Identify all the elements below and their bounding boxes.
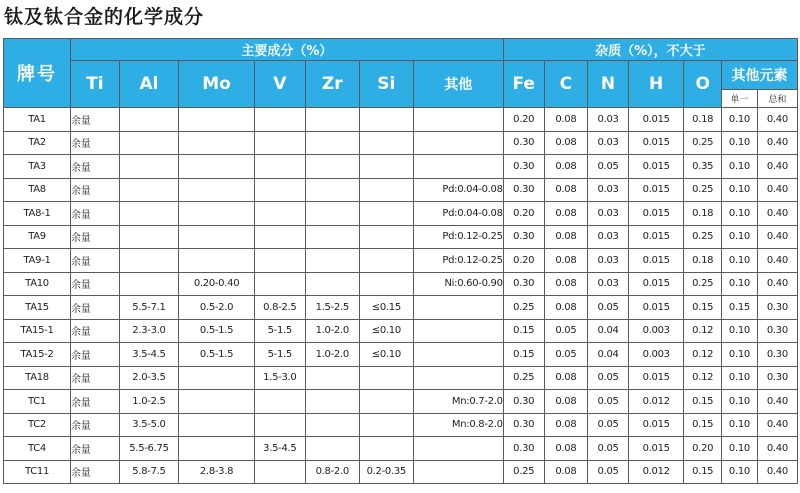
cell-total: 0.40 [757, 202, 797, 226]
cell-ti: 余量 [71, 390, 120, 414]
cell-si [359, 178, 413, 202]
cell-h: 0.015 [629, 131, 684, 155]
col-header-al: Al [119, 61, 178, 108]
cell-v [254, 178, 305, 202]
cell-mo [179, 202, 255, 226]
cell-c: 0.08 [544, 460, 587, 484]
table-body [4, 108, 798, 484]
cell-n: 0.03 [588, 108, 629, 132]
cell-h: 0.015 [629, 413, 684, 437]
cell-c: 0.08 [544, 249, 587, 273]
cell-o: 0.18 [684, 249, 722, 273]
cell-n: 0.05 [588, 155, 629, 179]
cell-h: 0.015 [629, 225, 684, 249]
col-header-c: C [544, 61, 587, 108]
cell-fe: 0.20 [503, 249, 544, 273]
cell-zr [305, 272, 359, 296]
cell-o: 0.25 [684, 225, 722, 249]
cell-al: 2.0-3.5 [119, 366, 178, 390]
cell-al [119, 178, 178, 202]
col-header-fe: Fe [503, 61, 544, 108]
cell-v [254, 390, 305, 414]
cell-ti: 余量 [71, 343, 120, 367]
cell-brand: TA15 [4, 296, 71, 320]
cell-h: 0.015 [629, 178, 684, 202]
cell-v: 3.5-4.5 [254, 437, 305, 461]
cell-ti: 余量 [71, 202, 120, 226]
col-header-n: N [588, 61, 629, 108]
cell-c: 0.08 [544, 131, 587, 155]
cell-o: 0.12 [684, 343, 722, 367]
cell-single: 0.15 [722, 296, 758, 320]
cell-total: 0.40 [757, 108, 797, 132]
cell-brand: TA2 [4, 131, 71, 155]
cell-other: Pd:0.04-0.08 [413, 202, 503, 226]
cell-al: 3.5-4.5 [119, 343, 178, 367]
table-row [4, 437, 798, 461]
cell-al [119, 108, 178, 132]
cell-mo [179, 390, 255, 414]
cell-brand: TA15-2 [4, 343, 71, 367]
cell-o: 0.15 [684, 413, 722, 437]
cell-single: 0.10 [722, 437, 758, 461]
cell-ti: 余量 [71, 319, 120, 343]
cell-h: 0.003 [629, 319, 684, 343]
cell-si: ≤0.10 [359, 343, 413, 367]
cell-mo: 0.5-1.5 [179, 319, 255, 343]
cell-single: 0.10 [722, 202, 758, 226]
cell-single: 0.10 [722, 155, 758, 179]
cell-v [254, 202, 305, 226]
cell-single: 0.10 [722, 390, 758, 414]
cell-zr [305, 108, 359, 132]
cell-mo [179, 366, 255, 390]
cell-n: 0.03 [588, 272, 629, 296]
cell-total: 0.40 [757, 131, 797, 155]
cell-zr [305, 366, 359, 390]
cell-brand: TA15-1 [4, 319, 71, 343]
cell-total: 0.40 [757, 272, 797, 296]
cell-other [413, 296, 503, 320]
cell-fe: 0.15 [503, 319, 544, 343]
cell-brand: TA18 [4, 366, 71, 390]
cell-ti: 余量 [71, 413, 120, 437]
cell-zr [305, 131, 359, 155]
table-row [4, 131, 798, 155]
cell-c: 0.08 [544, 178, 587, 202]
cell-c: 0.08 [544, 155, 587, 179]
cell-single: 0.10 [722, 178, 758, 202]
cell-zr [305, 225, 359, 249]
cell-o: 0.12 [684, 319, 722, 343]
cell-o: 0.18 [684, 202, 722, 226]
cell-fe: 0.30 [503, 413, 544, 437]
cell-other [413, 319, 503, 343]
cell-single: 0.10 [722, 319, 758, 343]
cell-ti: 余量 [71, 225, 120, 249]
cell-brand: TA10 [4, 272, 71, 296]
cell-n: 0.03 [588, 249, 629, 273]
cell-single: 0.10 [722, 108, 758, 132]
col-header-other: 其他 [413, 61, 503, 108]
cell-n: 0.03 [588, 178, 629, 202]
cell-single: 0.10 [722, 460, 758, 484]
cell-brand: TC2 [4, 413, 71, 437]
cell-c: 0.05 [544, 319, 587, 343]
col-header-v: V [254, 61, 305, 108]
cell-si: ≤0.10 [359, 319, 413, 343]
cell-o: 0.25 [684, 272, 722, 296]
cell-mo [179, 437, 255, 461]
cell-ti: 余量 [71, 155, 120, 179]
cell-h: 0.015 [629, 202, 684, 226]
cell-total: 0.30 [757, 366, 797, 390]
cell-n: 0.03 [588, 225, 629, 249]
cell-fe: 0.25 [503, 366, 544, 390]
cell-c: 0.08 [544, 296, 587, 320]
cell-al [119, 131, 178, 155]
cell-al: 5.5-6.75 [119, 437, 178, 461]
cell-fe: 0.30 [503, 437, 544, 461]
cell-h: 0.012 [629, 460, 684, 484]
cell-brand: TA9 [4, 225, 71, 249]
cell-ti: 余量 [71, 249, 120, 273]
table-row [4, 390, 798, 414]
cell-c: 0.08 [544, 437, 587, 461]
cell-single: 0.10 [722, 249, 758, 273]
cell-other [413, 437, 503, 461]
cell-h: 0.015 [629, 155, 684, 179]
cell-si [359, 131, 413, 155]
cell-fe: 0.30 [503, 155, 544, 179]
cell-mo [179, 413, 255, 437]
cell-n: 0.04 [588, 343, 629, 367]
cell-ti: 余量 [71, 108, 120, 132]
cell-total: 0.40 [757, 155, 797, 179]
cell-al [119, 225, 178, 249]
cell-other [413, 460, 503, 484]
cell-v: 0.8-2.5 [254, 296, 305, 320]
cell-h: 0.015 [629, 366, 684, 390]
cell-total: 0.40 [757, 225, 797, 249]
cell-zr [305, 413, 359, 437]
cell-total: 0.40 [757, 390, 797, 414]
cell-si [359, 202, 413, 226]
cell-al [119, 249, 178, 273]
cell-ti: 余量 [71, 366, 120, 390]
cell-zr [305, 178, 359, 202]
cell-al: 3.5-5.0 [119, 413, 178, 437]
cell-v: 5-1.5 [254, 343, 305, 367]
cell-si [359, 437, 413, 461]
cell-zr: 0.8-2.0 [305, 460, 359, 484]
table-row [4, 155, 798, 179]
cell-v: 5-1.5 [254, 319, 305, 343]
col-header-single: 单一 [722, 90, 758, 108]
chemical-composition-table [3, 38, 798, 484]
cell-n: 0.05 [588, 366, 629, 390]
cell-h: 0.015 [629, 437, 684, 461]
cell-si [359, 249, 413, 273]
cell-o: 0.15 [684, 296, 722, 320]
cell-mo [179, 178, 255, 202]
cell-zr [305, 249, 359, 273]
cell-h: 0.015 [629, 296, 684, 320]
cell-v [254, 249, 305, 273]
cell-zr [305, 155, 359, 179]
cell-si [359, 108, 413, 132]
cell-zr: 1.0-2.0 [305, 319, 359, 343]
cell-brand: TA8 [4, 178, 71, 202]
cell-o: 0.35 [684, 155, 722, 179]
cell-fe: 0.15 [503, 343, 544, 367]
cell-v: 1.5-3.0 [254, 366, 305, 390]
cell-v [254, 272, 305, 296]
cell-o: 0.12 [684, 366, 722, 390]
col-header-total: 总和 [757, 90, 797, 108]
table-row [4, 225, 798, 249]
cell-si [359, 155, 413, 179]
cell-other [413, 366, 503, 390]
cell-zr [305, 390, 359, 414]
cell-v [254, 155, 305, 179]
cell-mo [179, 225, 255, 249]
cell-other: Pd:0.04-0.08 [413, 178, 503, 202]
cell-other [413, 343, 503, 367]
cell-single: 0.10 [722, 413, 758, 437]
table-row [4, 108, 798, 132]
cell-n: 0.03 [588, 202, 629, 226]
cell-other: Ni:0.60-0.90 [413, 272, 503, 296]
cell-ti: 余量 [71, 272, 120, 296]
cell-o: 0.25 [684, 178, 722, 202]
cell-al: 2.3-3.0 [119, 319, 178, 343]
table-row [4, 272, 798, 296]
col-header-other-elements: 其他元素 [722, 61, 798, 90]
cell-o: 0.20 [684, 437, 722, 461]
cell-brand: TC1 [4, 390, 71, 414]
cell-c: 0.08 [544, 272, 587, 296]
cell-ti: 余量 [71, 437, 120, 461]
table-header [4, 39, 798, 108]
cell-al: 1.0-2.5 [119, 390, 178, 414]
cell-n: 0.04 [588, 319, 629, 343]
cell-c: 0.08 [544, 225, 587, 249]
impurity-header: 杂质（%），不大于 [503, 39, 797, 61]
cell-other: Pd:0.12-0.25 [413, 225, 503, 249]
cell-fe: 0.30 [503, 390, 544, 414]
brand-header: 牌号 [4, 39, 71, 108]
cell-o: 0.15 [684, 390, 722, 414]
cell-fe: 0.30 [503, 131, 544, 155]
page-title: 钛及钛合金的化学成分 [4, 6, 205, 28]
cell-v [254, 225, 305, 249]
cell-o: 0.18 [684, 108, 722, 132]
cell-mo: 0.5-1.5 [179, 343, 255, 367]
cell-n: 0.03 [588, 131, 629, 155]
cell-zr: 1.0-2.0 [305, 343, 359, 367]
cell-single: 0.10 [722, 225, 758, 249]
table-row [4, 319, 798, 343]
table-row [4, 413, 798, 437]
cell-h: 0.015 [629, 249, 684, 273]
cell-al [119, 155, 178, 179]
cell-si [359, 390, 413, 414]
table-row [4, 178, 798, 202]
cell-total: 0.40 [757, 249, 797, 273]
cell-c: 0.08 [544, 202, 587, 226]
main-composition-header: 主要成分（%） [71, 39, 504, 61]
table-row [4, 366, 798, 390]
cell-other [413, 108, 503, 132]
cell-fe: 0.25 [503, 296, 544, 320]
table-row [4, 460, 798, 484]
col-header-si: Si [359, 61, 413, 108]
col-header-h: H [629, 61, 684, 108]
cell-brand: TC11 [4, 460, 71, 484]
col-header-ti: Ti [71, 61, 120, 108]
cell-si [359, 366, 413, 390]
cell-brand: TC4 [4, 437, 71, 461]
cell-fe: 0.30 [503, 225, 544, 249]
cell-other [413, 131, 503, 155]
cell-ti: 余量 [71, 178, 120, 202]
cell-mo: 2.8-3.8 [179, 460, 255, 484]
cell-other: Pd:0.12-0.25 [413, 249, 503, 273]
table-row [4, 202, 798, 226]
cell-al: 5.8-7.5 [119, 460, 178, 484]
cell-brand: TA8-1 [4, 202, 71, 226]
table-row [4, 343, 798, 367]
cell-single: 0.10 [722, 272, 758, 296]
cell-mo [179, 249, 255, 273]
cell-al [119, 272, 178, 296]
cell-fe: 0.20 [503, 202, 544, 226]
cell-mo: 0.20-0.40 [179, 272, 255, 296]
cell-n: 0.05 [588, 296, 629, 320]
cell-h: 0.012 [629, 390, 684, 414]
cell-n: 0.05 [588, 460, 629, 484]
cell-si: 0.2-0.35 [359, 460, 413, 484]
table-row [4, 296, 798, 320]
cell-n: 0.05 [588, 390, 629, 414]
cell-c: 0.08 [544, 366, 587, 390]
col-header-mo: Mo [179, 61, 255, 108]
cell-single: 0.10 [722, 343, 758, 367]
cell-al [119, 202, 178, 226]
cell-total: 0.40 [757, 413, 797, 437]
cell-v [254, 108, 305, 132]
cell-other [413, 155, 503, 179]
cell-total: 0.30 [757, 319, 797, 343]
cell-si: ≤0.15 [359, 296, 413, 320]
cell-h: 0.015 [629, 272, 684, 296]
cell-si [359, 413, 413, 437]
cell-brand: TA9-1 [4, 249, 71, 273]
cell-n: 0.05 [588, 437, 629, 461]
cell-al: 5.5-7.1 [119, 296, 178, 320]
table-row [4, 249, 798, 273]
cell-total: 0.40 [757, 460, 797, 484]
cell-other: Mn:0.8-2.0 [413, 413, 503, 437]
cell-zr: 1.5-2.5 [305, 296, 359, 320]
col-header-zr: Zr [305, 61, 359, 108]
cell-total: 0.40 [757, 178, 797, 202]
cell-fe: 0.30 [503, 272, 544, 296]
cell-v [254, 413, 305, 437]
cell-other: Mn:0.7-2.0 [413, 390, 503, 414]
cell-c: 0.05 [544, 343, 587, 367]
cell-total: 0.30 [757, 343, 797, 367]
cell-ti: 余量 [71, 296, 120, 320]
cell-brand: TA3 [4, 155, 71, 179]
cell-ti: 余量 [71, 460, 120, 484]
cell-single: 0.10 [722, 131, 758, 155]
cell-brand: TA1 [4, 108, 71, 132]
cell-mo [179, 131, 255, 155]
col-header-o: O [684, 61, 722, 108]
cell-zr [305, 437, 359, 461]
cell-c: 0.08 [544, 413, 587, 437]
cell-c: 0.08 [544, 108, 587, 132]
cell-v [254, 131, 305, 155]
cell-mo [179, 108, 255, 132]
cell-mo: 0.5-2.0 [179, 296, 255, 320]
cell-c: 0.08 [544, 390, 587, 414]
cell-o: 0.15 [684, 460, 722, 484]
cell-ti: 余量 [71, 131, 120, 155]
cell-h: 0.003 [629, 343, 684, 367]
cell-single: 0.10 [722, 366, 758, 390]
cell-n: 0.05 [588, 413, 629, 437]
cell-fe: 0.25 [503, 460, 544, 484]
cell-h: 0.015 [629, 108, 684, 132]
cell-total: 0.30 [757, 296, 797, 320]
cell-zr [305, 202, 359, 226]
cell-mo [179, 155, 255, 179]
cell-si [359, 225, 413, 249]
cell-si [359, 272, 413, 296]
cell-v [254, 460, 305, 484]
cell-fe: 0.20 [503, 108, 544, 132]
cell-fe: 0.30 [503, 178, 544, 202]
cell-total: 0.40 [757, 437, 797, 461]
cell-o: 0.25 [684, 131, 722, 155]
